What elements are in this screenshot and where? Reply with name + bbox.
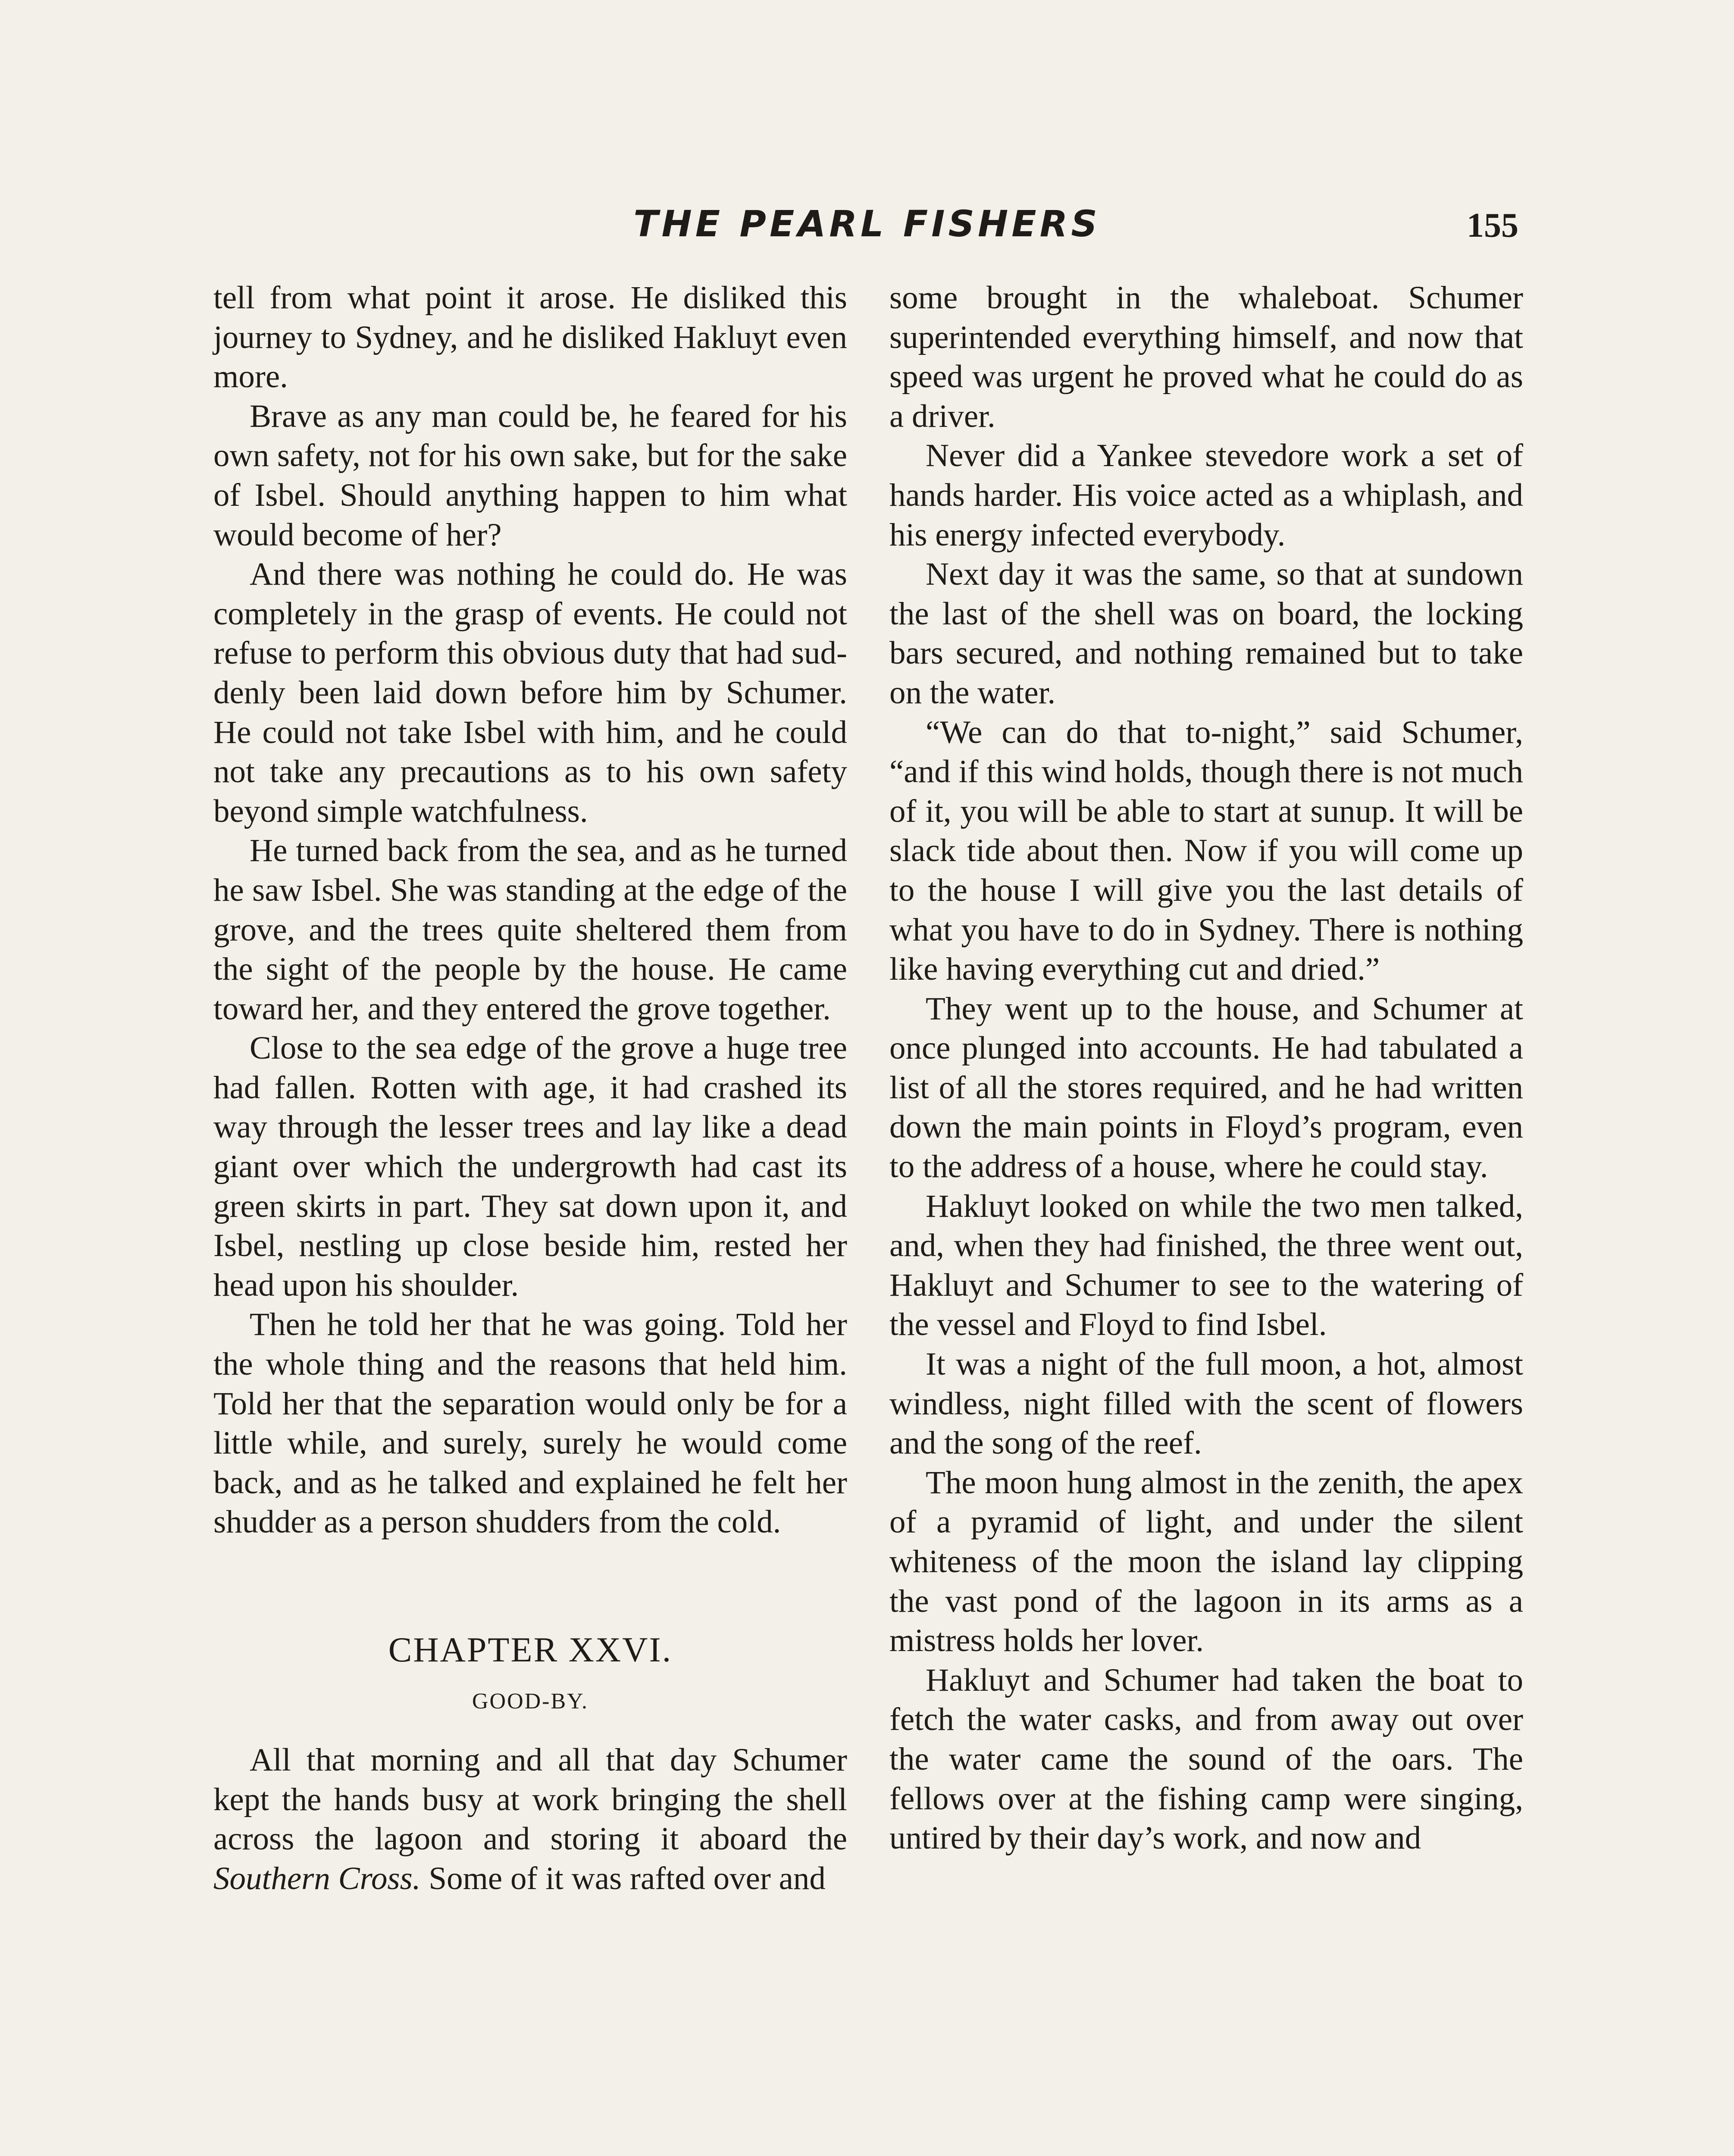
chapter-title: CHAPTER XXVI. [388,1630,673,1669]
paragraph-text: Some of it was rafted over and [420,1860,826,1896]
paragraph: Brave as any man could be, he feared for his own safety, not for his own sake, but for the sake of Isbel. Should anything happen to him what would become of her? [213,398,847,553]
page-number: 155 [1467,207,1518,244]
chapter-subtitle: GOOD-BY. [472,1689,589,1714]
paragraph: Then he told her that he was going. Told her the whole thing and the reasons that held him. Told her that the separation would only be for a little while, and surely, surely he would come back, and as he talked and explained he felt her shudder as a person shudders from the cold. [213,1307,847,1540]
paragraph: It was a night of the full moon, a hot, almost windless, night filled with the scent of flowers and the song of the reef. [889,1346,1523,1461]
paragraph: Never did a Yankee stevedore work a set of hands harder. His voice acted as a whiplash, and his energy infected everybody. [889,438,1523,553]
paragraph: The moon hung almost in the zenith, the apex of a pyramid of light, and under the silent whiteness of the moon the island lay clipping the vast pond of the lagoon in its arms as a mistress holds her lover. [889,1464,1523,1659]
paragraph: He turned back from the sea, and as he turned he saw Isbel. She was standing at the edge of the grove, and the trees quite sheltered them from the sight of the people by the house. He came toward her, and they entered the grove together. [213,833,847,1027]
paragraph: tell from what point it arose. He disliked this journey to Sydney, and he disliked Hakluyt even more. [213,280,847,395]
left-column [213,278,847,1898]
right-column [889,278,1523,1858]
paragraph: Next day it was the same, so that at sundown the last of the shell was on board, the locking bars secured, and nothing remained but to take on the water. [889,556,1523,711]
paragraph-text: All that morning and all that day Schumer kept the hands busy at work bringing the shell across the lagoon and storing it aboard the [213,1742,847,1857]
paragraph: Hakluyt looked on while the two men talked, and, when they had finished, the three went out, Hakluyt and Schumer to see to the watering of the vessel and Floyd to find Isbel. [889,1188,1523,1343]
chapter-opening-paragraph [213,1740,847,1898]
paragraph: They went up to the house, and Schumer at once plunged into accounts. He had tabulated a list of all the stores required, and he had written down the main points in Floyd’s program, even to the address of a house, where he could stay. [889,990,1523,1185]
paragraph: Hakluyt and Schumer had taken the boat to fetch the water casks, and from away out over the water came the sound of the oars. The fellows over at the fishing camp were singing, untired by their day’s work, and now and [889,1662,1523,1856]
paragraph: Close to the sea edge of the grove a huge tree had fallen. Rotten with age, it had crashed its way through the lesser trees and lay like a dead giant over which the undergrowth had cast its green skirts in part. They sat down upon it, and Isbel, nestling up close beside him, rested her head upon his shoulder. [213,1030,847,1303]
paragraph: some brought in the whaleboat. Schumer superintended everything himself, and now that speed was urgent he proved what he could do as a driver. [889,280,1523,434]
paragraph: And there was nothing he could do. He was completely in the grasp of events. He could not refuse to perform this obvious duty that had suddenly been laid down before him by Schumer. He could not take Isbel with him, and he could not take any precautions as to his own safety beyond simple watchfulness. [213,556,847,829]
running-title: THE PEARL FISHERS [633,203,1101,245]
paragraph: “We can do that to-night,” said Schumer, “and if this wind holds, though there is not much of it, you will be able to start at sunup. It will be slack tide about then. Now if you will come up to the house I will give you the last details of what you have to do in Sydney. There is nothing like having everything cut and dried.” [889,714,1523,987]
running-head [0,203,1734,254]
ship-name: Southern Cross. [213,1860,421,1896]
